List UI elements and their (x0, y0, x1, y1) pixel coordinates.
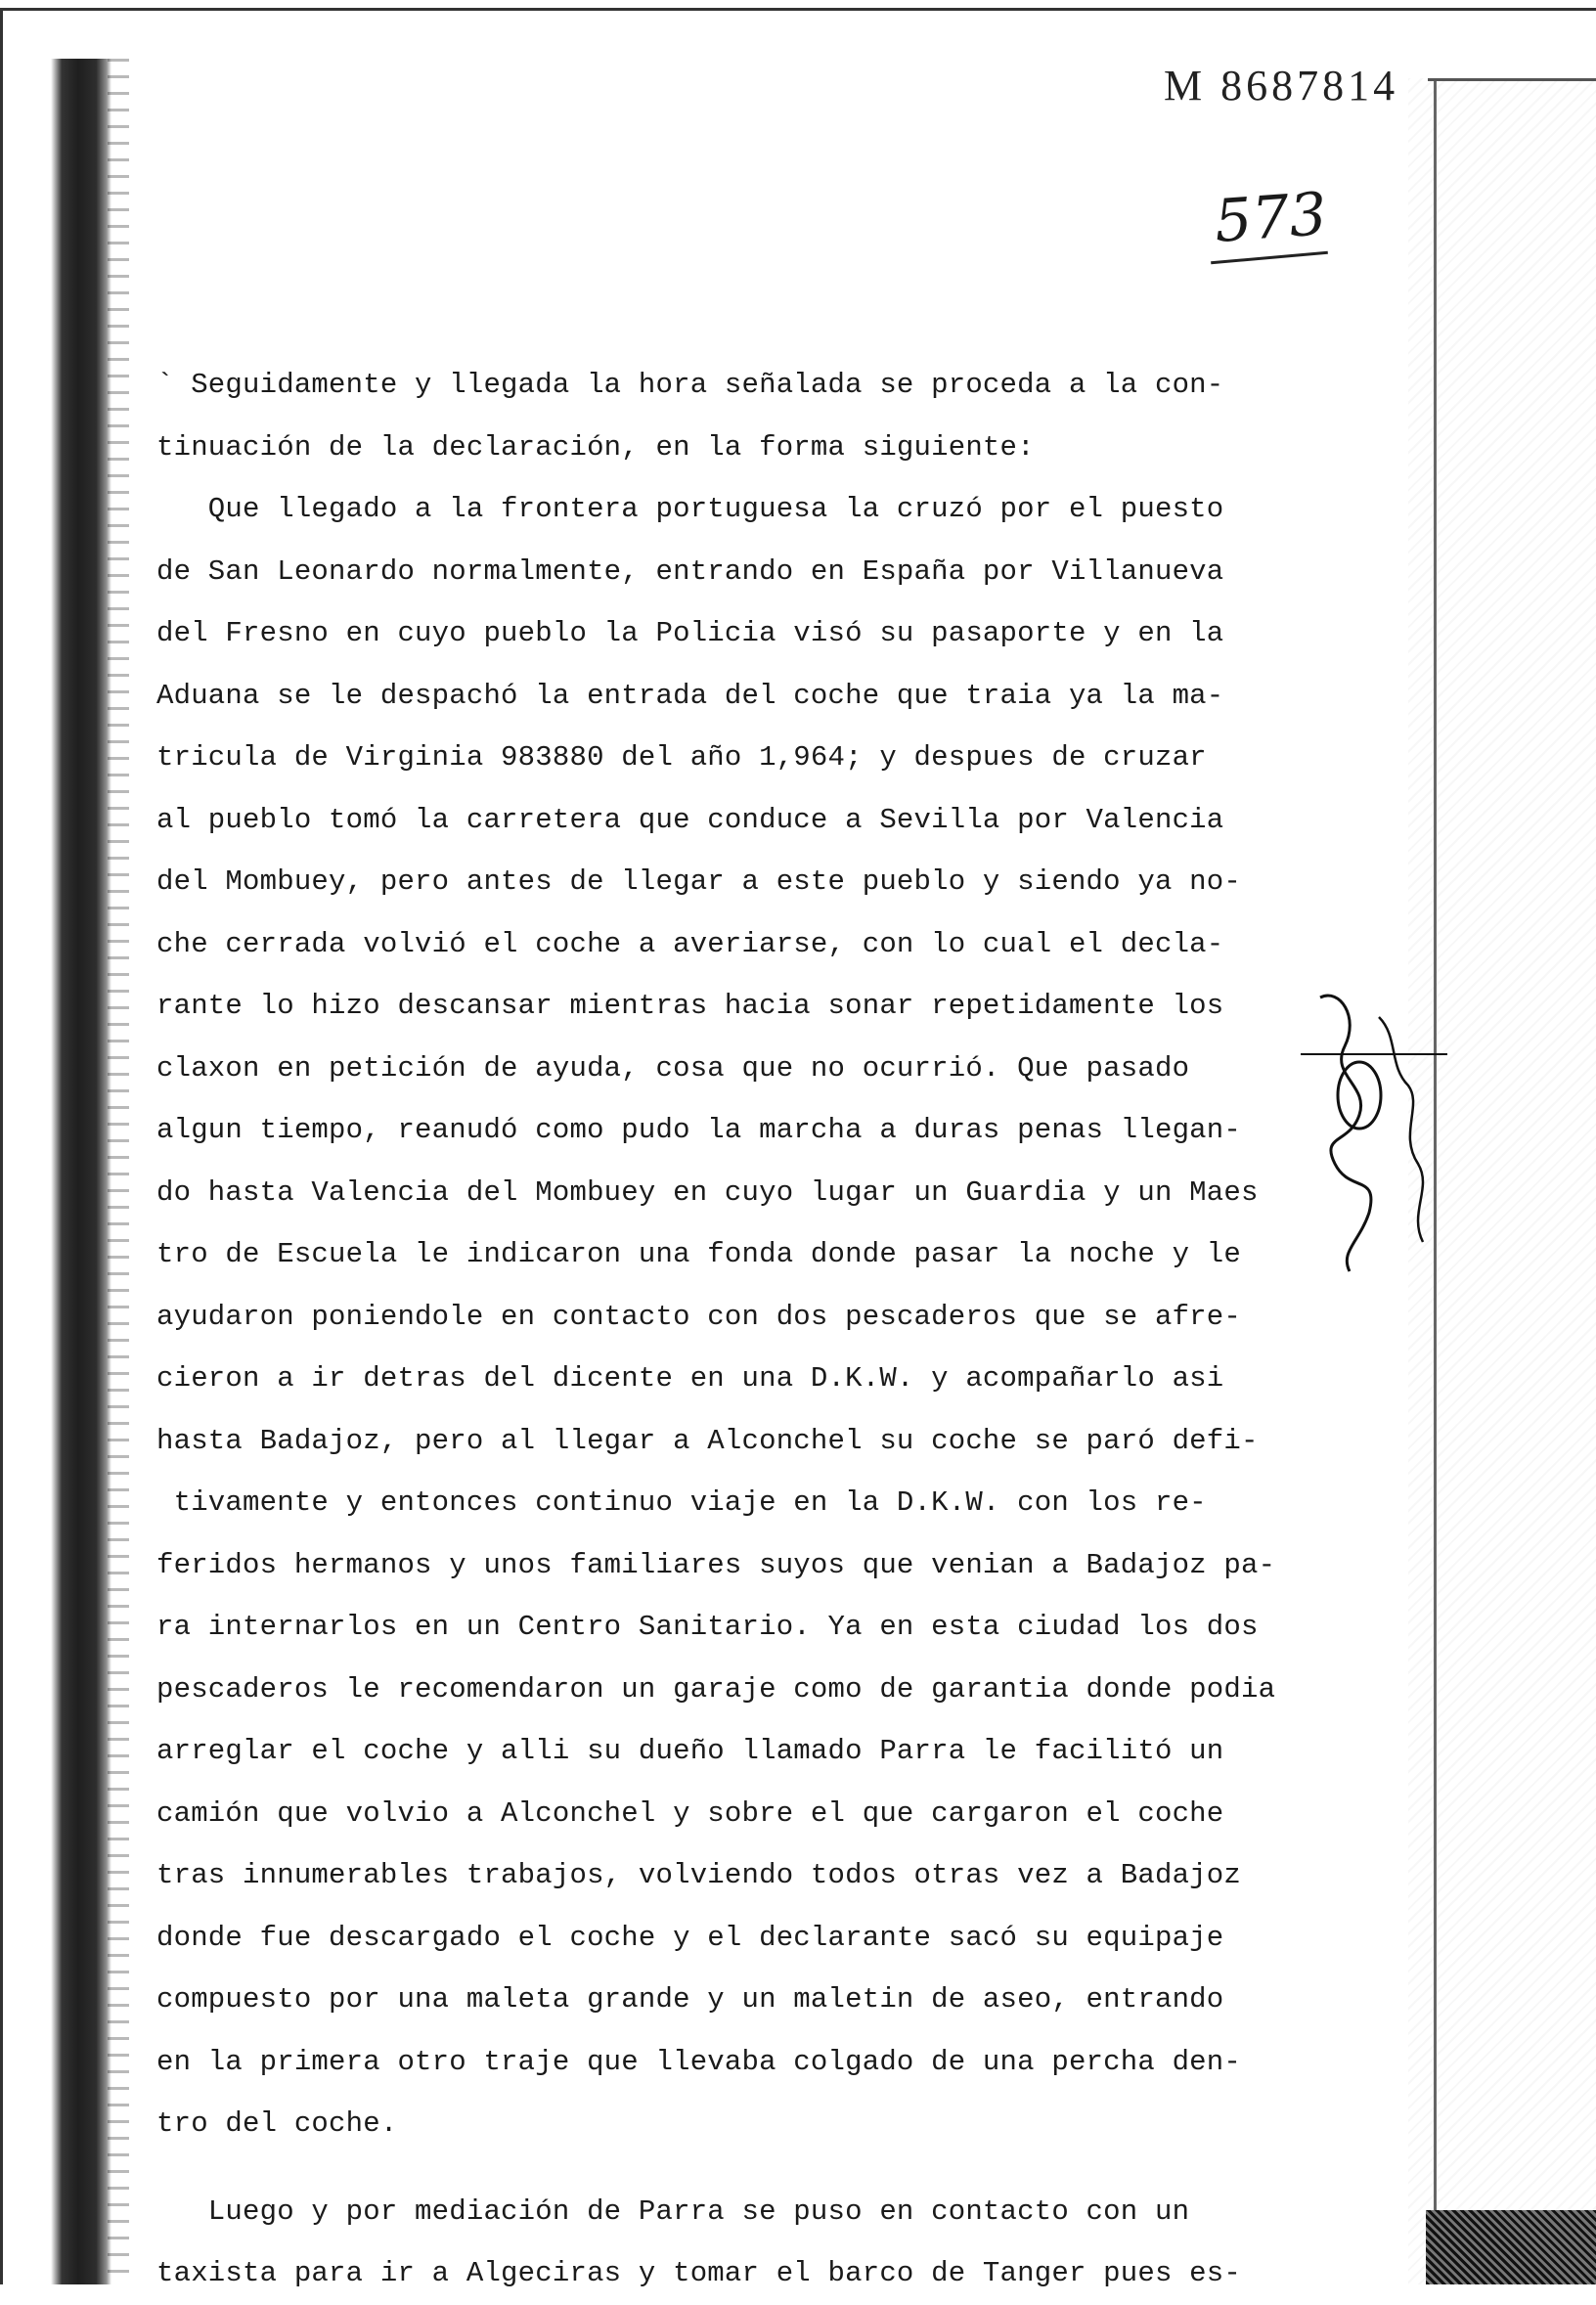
folio-number: 573 (1212, 180, 1329, 256)
text-line: do hasta Valencia del Mombuey en cuyo lugar un Guardia y un Maes (156, 1175, 1259, 1209)
text-line: taxista para ir a Algeciras y tomar el barco de Tanger pues es- (156, 2257, 1241, 2289)
scan-right-top-line (1428, 78, 1596, 81)
scan-corner-noise (1426, 2210, 1596, 2284)
text-line: tro de Escuela le indicaron una fonda donde pasar la noche y le (156, 1238, 1241, 1270)
text-line: en la primera otro traje que llevaba colgado de una percha den- (156, 2045, 1241, 2078)
text-line: de San Leonardo normalmente, entrando en España por Villanueva (156, 554, 1224, 588)
binding-shadow (51, 59, 111, 2284)
handwritten-initials (1301, 978, 1447, 1281)
text-line: algun tiempo, reanudó como pudo la marcha a duras penas llegan- (156, 1114, 1241, 1146)
document-id: M 8687814 (1164, 62, 1399, 110)
text-line: tivamente y entonces continuo viaje en la D.K.W. con los re- (156, 1486, 1207, 1519)
text-line: Que llegado a la frontera portuguesa la cruzó por el puesto (156, 493, 1224, 525)
text-line: cieron a ir detras del dicente en una D.K.W. y acompañarlo asi (156, 1362, 1224, 1395)
text-line: ayudaron poniendole en contacto con dos pescaderos que se afre- (156, 1300, 1241, 1333)
declaration-text (156, 354, 1310, 2305)
binding-speckle (108, 59, 129, 2284)
text-line: tro del coche. (156, 2107, 398, 2140)
text-line: del Mombuey, pero antes de llegar a este pueblo y siendo ya no- (156, 865, 1241, 898)
text-line: arreglar el coche y alli su dueño llamado Parra le facilitó un (156, 1735, 1224, 1767)
text-line: pescaderos le recomendaron un garaje como de garantia donde podia (156, 1672, 1276, 1706)
folio-mark (1211, 180, 1338, 272)
text-line: claxon en petición de ayuda, cosa que no ocurrió. Que pasado (156, 1051, 1190, 1085)
text-line: al pueblo tomó la carretera que conduce a Sevilla por Valencia (156, 803, 1224, 836)
text-line: donde fue descargado el coche y el declarante sacó su equipaje (156, 1921, 1224, 1954)
scan-top-edge (0, 8, 1596, 11)
text-line: hasta Badajoz, pero al llegar a Alconchel su coche se paró defi- (156, 1424, 1259, 1457)
text-line: ra internarlos en un Centro Sanitario. Ya en esta ciudad los dos (156, 1611, 1259, 1643)
text-line: tras innumerables trabajos, volviendo todos otras vez a Badajoz (156, 1859, 1241, 1891)
text-line: che cerrada volvió el coche a averiarse, con lo cual el decla- (156, 927, 1224, 960)
text-line: compuesto por una maleta grande y un maletin de aseo, entrando (156, 1983, 1224, 2016)
text-line: camión que volvio a Alconchel y sobre el que cargaron el coche (156, 1796, 1224, 1830)
text-line: rante lo hizo descansar mientras hacia sonar repetidamente los (156, 990, 1224, 1022)
text-line: Luego y por mediación de Parra se puso en contacto con un (156, 2194, 1190, 2228)
text-line: feridos hermanos y unos familiares suyos que venian a Badajoz pa- (156, 1548, 1276, 1581)
scan-left-edge (0, 8, 3, 2284)
text-line: Aduana se le despachó la entrada del coche que traia ya la ma- (156, 679, 1224, 712)
text-line: ` Seguidamente y llegada la hora señalada se proceda a la con- (156, 369, 1224, 401)
text-line: tricula de Virginia 983880 del año 1,964; y despues de cruzar (156, 741, 1207, 774)
text-line: del Fresno en cuyo pueblo la Policia visó su pasaporte y en la (156, 617, 1224, 649)
text-line: tinuación de la declaración, en la forma siguiente: (156, 430, 1035, 464)
